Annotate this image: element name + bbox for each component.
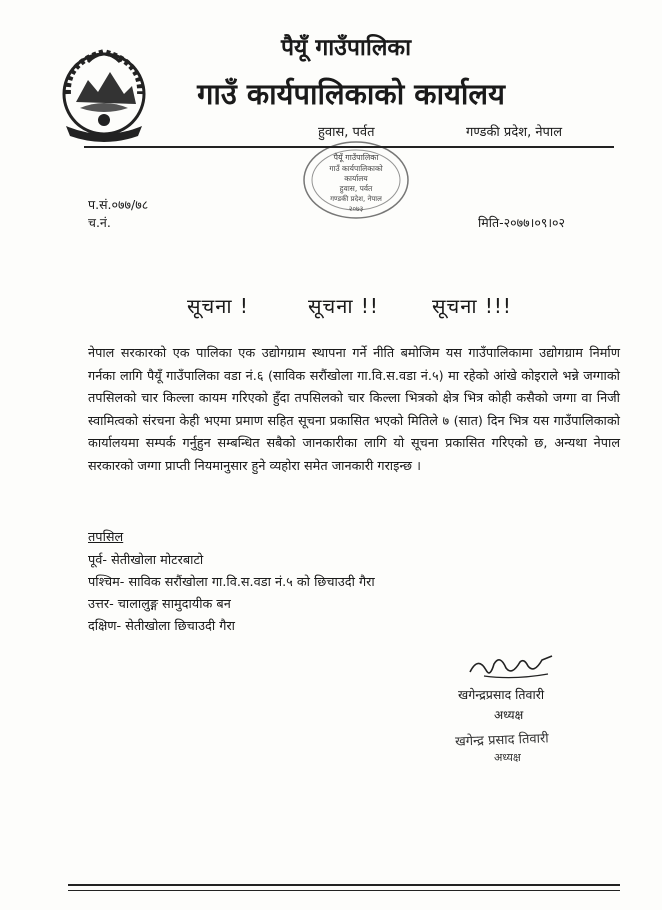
signatory-name: खगेन्द्रप्रसाद तिवारी bbox=[458, 687, 545, 702]
stamp-line1: पैयूँ गाउँपालिका bbox=[333, 153, 379, 162]
official-stamp bbox=[300, 138, 412, 222]
footer-divider-top bbox=[68, 884, 620, 886]
stamp-line6: २०७३ bbox=[348, 205, 364, 213]
notice-heading-2: सूचना !! bbox=[308, 294, 379, 318]
stamp-line3: कार्यालय bbox=[344, 174, 368, 183]
header-divider bbox=[84, 146, 614, 148]
handwritten-signature bbox=[464, 650, 558, 684]
stamp-line2: गाउँ कार्यपालिकाको bbox=[329, 164, 383, 173]
boundary-north: उत्तर- चालालुङ्ग सामुदायीक बन bbox=[88, 597, 231, 612]
province-text: गण्डकी प्रदेश, नेपाल bbox=[466, 125, 563, 140]
notice-body: नेपाल सरकारको एक पालिका एक उद्योगग्राम स्थापना गर्ने नीति बमोजिम यस गाउँपालिकामा उद्योगग्राम निर्माण गर्नका लागि पैयूँ गाउँपालिका वडा नं.६ (साविक सरौंखोला गा.वि.स.वडा नं.५) मा रहेको आंखे कोइराले भन्ने जग्गाको तपसिलको चार किल्ला कायम गरिएको हुँदा तपसिलको चार किल्ला भित्रको क्षेत्र भित्र कोही कसैको जग्गा वा निजी स्वामित्वको संरचना केही भएमा प्रमाण सहित सूचना प्रकासित भएको मितिले ७ (सात) दिन भित्र यस गाउँपालिकाको कार्यालयमा सम्पर्क गर्नुहुन सम्बन्धित सबैको जानकारीका लागि यो सूचना प्रकासित गरिएको छ, अन्यथा नेपाल सरकारको जग्गा प्राप्ती नियमानुसार हुने व्यहोरा समेत जानकारी गराइन्छ । bbox=[88, 346, 620, 474]
location-text: हुवास, पर्वत bbox=[318, 125, 375, 140]
notice-heading-3: सूचना !!! bbox=[432, 294, 512, 318]
dispatch-number: च.नं. bbox=[88, 215, 111, 230]
signatory-title: अध्यक्ष bbox=[494, 708, 524, 722]
office-title: गाउँ कार्यपालिकाको कार्यालय bbox=[197, 77, 505, 111]
letter-number: प.सं.०७७/७८ bbox=[88, 197, 149, 212]
stamp-line4: हुवास, पर्वत bbox=[339, 184, 373, 193]
name-stamp: खगेन्द्र प्रसाद तिवारी bbox=[454, 731, 549, 750]
boundary-south: दक्षिण- सेतीखोला छिचाउदी गैरा bbox=[88, 619, 235, 634]
stamp-line5: गण्डकी प्रदेश, नेपाल bbox=[330, 195, 382, 203]
letter-date: मिति-२०७७।०९।०२ bbox=[478, 215, 566, 230]
name-stamp-title: अध्यक्ष bbox=[494, 751, 521, 764]
notice-heading-1: सूचना ! bbox=[187, 294, 249, 318]
boundary-west: पश्चिम- साविक सरौंखोला गा.वि.स.वडा नं.५ को छिचाउदी गैरा bbox=[88, 575, 375, 590]
details-heading: तपसिल bbox=[88, 530, 124, 545]
municipality-name: पैयूँ गाउँपालिका bbox=[280, 35, 412, 61]
boundary-east: पूर्व- सेतीखोला मोटरबाटो bbox=[88, 553, 204, 568]
footer-divider-bottom bbox=[68, 890, 620, 891]
